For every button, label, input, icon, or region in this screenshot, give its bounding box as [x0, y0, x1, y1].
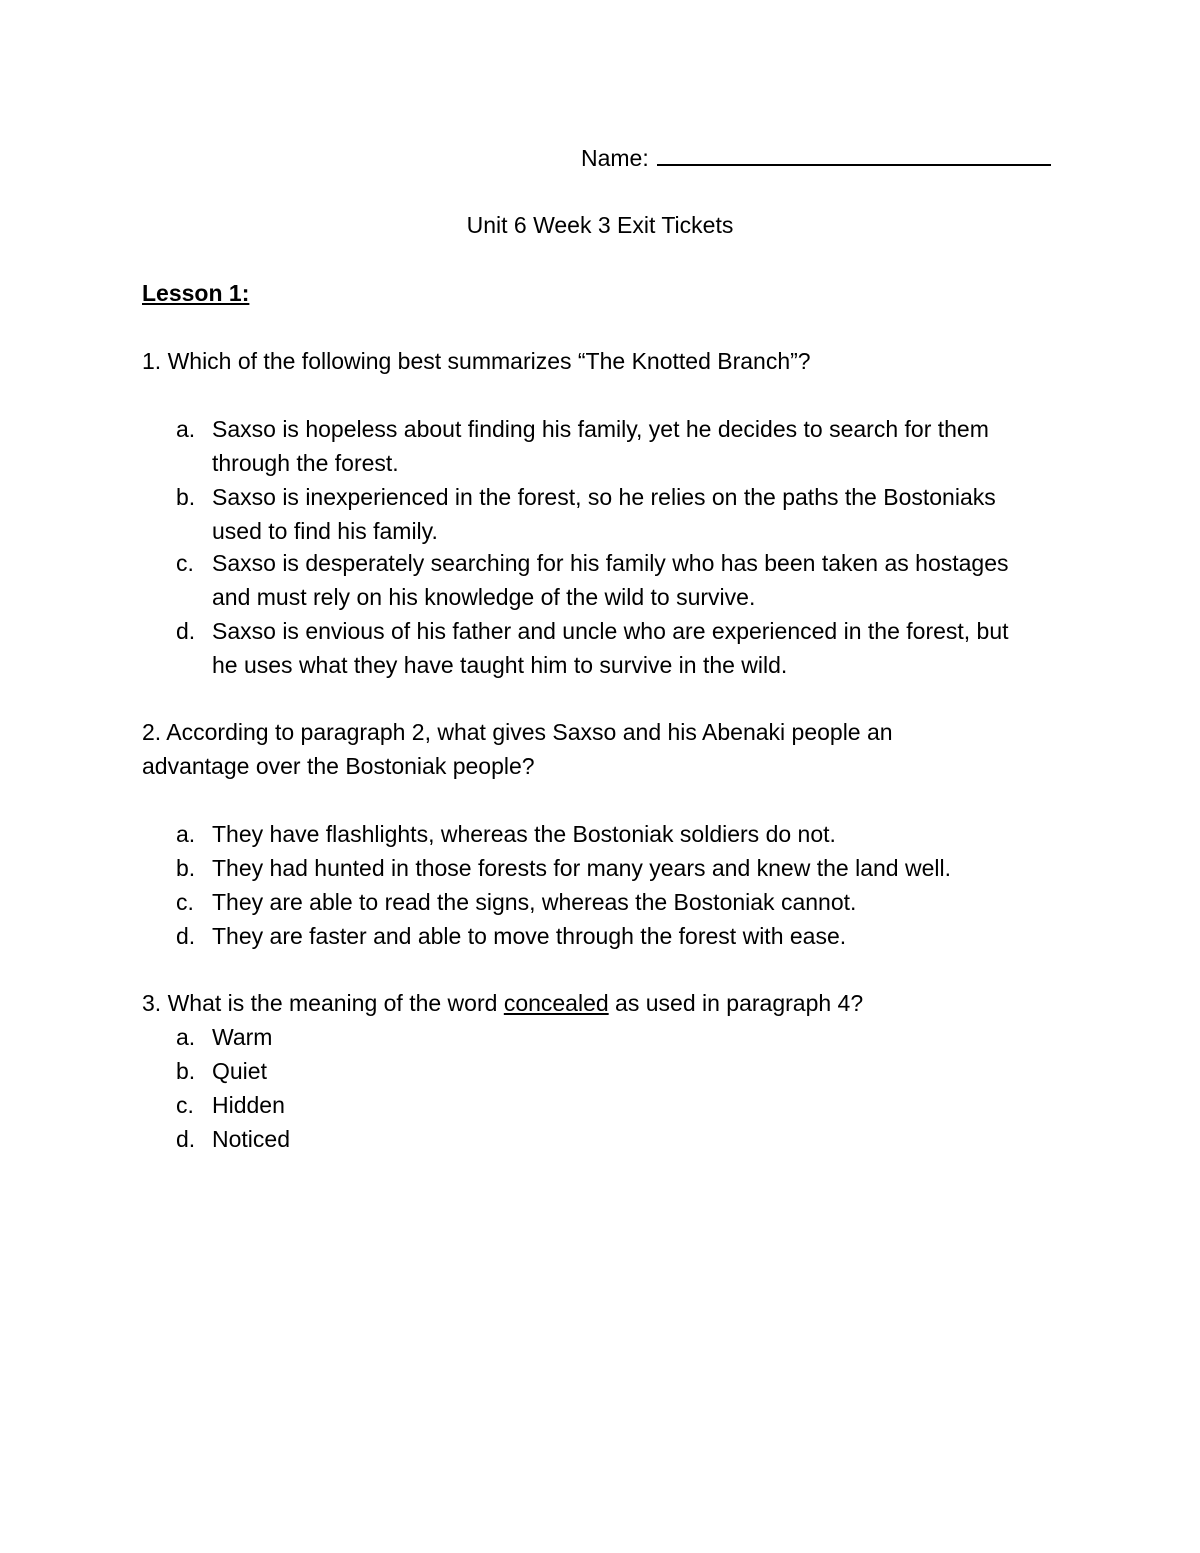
question-1-option-d [176, 614, 1036, 682]
question-3-option-a [176, 1020, 1036, 1054]
question-2-option-c [176, 885, 1036, 919]
question-3-option-c [176, 1088, 1036, 1122]
option-text: Warm [212, 1024, 273, 1050]
name-label: Name: [581, 145, 649, 171]
page-title: Unit 6 Week 3 Exit Tickets [466, 212, 734, 238]
option-letter: c. [176, 889, 194, 915]
option-letter: b. [176, 855, 196, 881]
question-2-prompt [142, 715, 1042, 783]
option-text: They are able to read the signs, whereas the Bostoniak cannot. [212, 889, 857, 915]
vocab-word: concealed [503, 990, 609, 1016]
option-letter: b. [176, 1058, 196, 1084]
question-2-option-d [176, 919, 1036, 953]
option-text: Saxso is envious of his father and uncle who are experienced in the forest, but he uses what they have taught him to survive in the wild. [212, 618, 1009, 678]
question-2-prompt-line-1: 2. According to paragraph 2, what gives Saxso and his Abenaki people an [142, 719, 893, 745]
option-text: They have flashlights, whereas the Bostoniak soldiers do not. [212, 821, 836, 847]
name-blank-line[interactable] [657, 140, 1051, 166]
question-3-prompt [142, 986, 1042, 1020]
option-letter: a. [176, 416, 196, 442]
question-1-option-b [176, 480, 1036, 548]
option-letter: a. [176, 1024, 196, 1050]
option-text: Saxso is inexperienced in the forest, so he relies on the paths the Bostoniaks used to find his family. [212, 484, 996, 544]
option-letter: d. [176, 1126, 196, 1152]
name-field [581, 140, 1051, 175]
option-text: They are faster and able to move through the forest with ease. [212, 923, 847, 949]
option-text: Hidden [212, 1092, 285, 1118]
question-3-option-d [176, 1122, 1036, 1156]
question-2-option-b [176, 851, 1036, 885]
option-text: Saxso is hopeless about finding his family, yet he decides to search for them through the forest. [212, 416, 989, 476]
question-1-option-a [176, 412, 1036, 480]
option-letter: a. [176, 821, 196, 847]
option-text: Quiet [212, 1058, 267, 1084]
option-letter: d. [176, 618, 196, 644]
question-2-prompt-line-2: advantage over the Bostoniak people? [142, 753, 535, 779]
option-letter: b. [176, 484, 196, 510]
question-3-option-b [176, 1054, 1036, 1088]
question-3-prompt-start: 3. What is the meaning of the word [142, 990, 504, 1016]
option-text: Noticed [212, 1126, 290, 1152]
option-text: Saxso is desperately searching for his family who has been taken as hostages and must rely on his knowledge of the wild to survive. [212, 550, 1009, 610]
question-1-prompt: 1. Which of the following best summarizes “The Knotted Branch”? [142, 348, 811, 374]
option-text: They had hunted in those forests for many years and knew the land well. [212, 855, 951, 881]
question-1-option-c [176, 546, 1036, 614]
question-3-prompt-end: as used in paragraph 4? [608, 990, 864, 1016]
lesson-heading: Lesson 1: [142, 280, 250, 306]
option-letter: d. [176, 923, 196, 949]
question-2-option-a [176, 817, 1036, 851]
option-letter: c. [176, 550, 194, 576]
option-letter: c. [176, 1092, 194, 1118]
